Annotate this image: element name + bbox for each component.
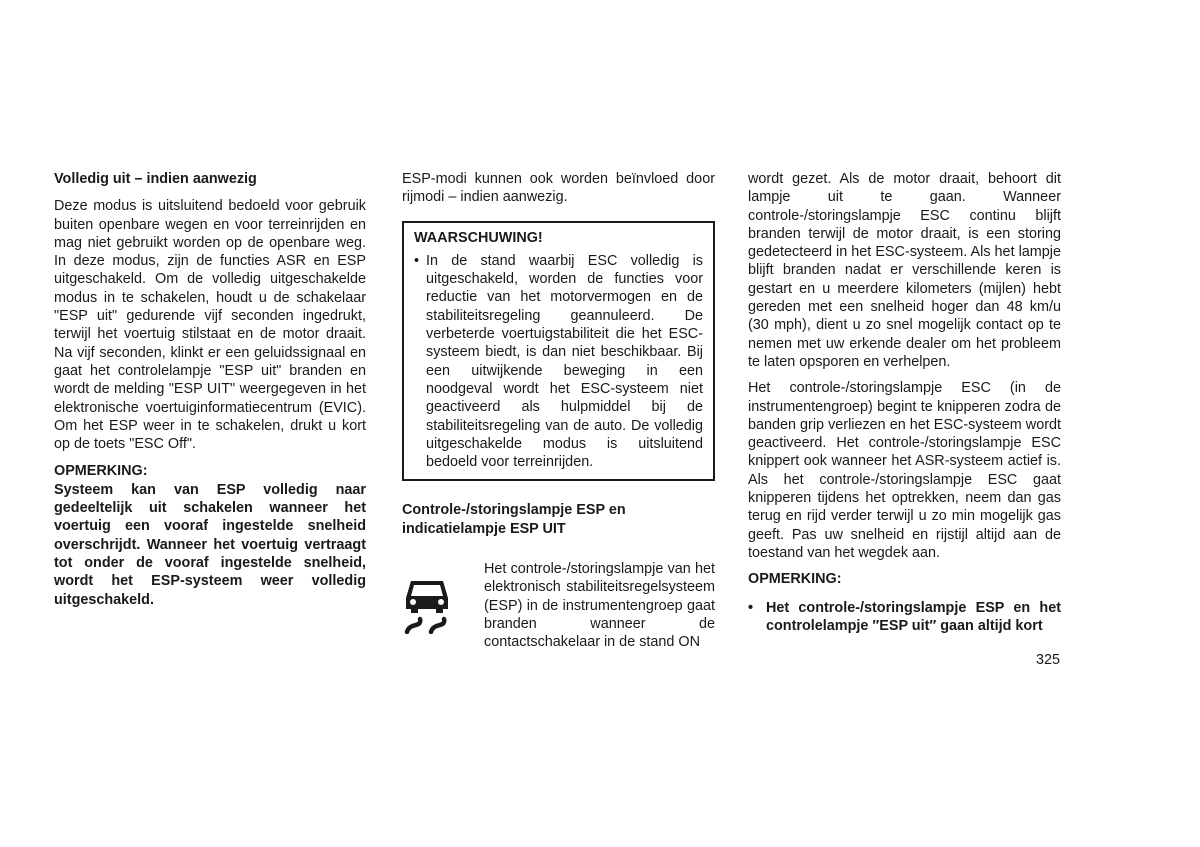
bullet-mark: •: [414, 252, 420, 269]
section-heading: Volledig uit – indien aanwezig: [54, 171, 257, 187]
body-paragraph: Het controle-/storingslampje ESC (in de instrumentengroep) begint te knipperen zodra de banden grip verliezen en het ESC-systeem wordt geactiveerd. Het controle-/storingslampje ESC knippert ook wanneer het ASR-systeem actief is. Als het controle-/storingslampje ESC gaat knipperen tijdens het optrekken, neem dan gas terug en rijd verder terwijl u zo min mogelijk gas geeft. Pas uw snelheid en rijstijl altijd aan de toestand van het wegdek aan.: [748, 380, 1061, 561]
column-right: [748, 170, 1061, 635]
body-paragraph: Deze modus is uitsluitend bedoeld voor gebruik buiten openbare wegen en voor terreinrijden en mag niet gebruikt worden op de openbare weg. In deze modus, zijn de functies ASR en ESP uitgeschakeld. Om de volledig uitgeschakelde modus in te schakelen, houdt u de schakelaar "ESP uit" gedurende vijf seconden ingedrukt, terwijl het voertuig stilstaat en de motor draait. Na vijf seconden, klinkt er een geluidssignaal en gaat het controlelampje "ESP uit" branden en wordt de melding "ESP UIT" weergegeven in het elektronische voertuiginformatiecentrum (EVIC). Om het ESP weer in te schakelen, drukt u kort op de toets "ESC Off".: [54, 198, 366, 453]
body-paragraph: wordt gezet. Als de motor draait, behoort dit lampje uit te gaan. Wanneer controle-/storingslampje ESC continu blijft branden terwijl de motor draait, is een storing gedetecteerd in het ESC-systeem. Als het lampje blijft branden nadat er verschillende keren is gestart en u meerdere kilometers (mijlen) hebt gereden met een snelheid hoger dan 48 km/u (30 mph), dient u zo snel mogelijk contact op te nemen met uw erkende dealer om het probleem te laten opsporen en verhelpen.: [748, 171, 1061, 370]
warning-item: [414, 252, 703, 472]
body-paragraph: ESP-modi kunnen ook worden beïnvloed door rijmodi – indien aanwezig.: [402, 171, 715, 206]
note-text: Systeem kan van ESP volledig naar gedeeltelijk uit schakelen wanneer het voertuig een vooraf ingestelde snelheid overschrijdt. Wanneer het voertuig vertraagt tot onder de vooraf ingestelde snelheid, wordt het ESP-systeem weer volledig uitgeschakeld.: [54, 481, 366, 608]
indicator-text: Het controle-/storingslampje van het elektronisch stabiliteitsregelsysteem (ESP) in de instrumentengroep gaat branden wanneer de contactschakelaar in de stand ON: [484, 561, 715, 651]
note-text: Het controle-/storingslampje ESP en het controlelampje ″ESP uit″ gaan altijd kort: [766, 599, 1061, 634]
note-label: OPMERKING:: [748, 571, 842, 588]
esp-skid-car-icon: [402, 576, 452, 634]
note-item: [748, 599, 1061, 636]
warning-box: [402, 221, 715, 482]
column-left: [54, 170, 366, 609]
page-number: 325: [1036, 652, 1061, 668]
bullet-mark: •: [748, 599, 754, 616]
subheading: Controle-/storingslampje ESP en indicatielampje ESP UIT: [402, 502, 626, 537]
warning-text: In de stand waarbij ESC volledig is uitgeschakeld, worden de functies voor reductie van het motorvermogen en de stabiliteitsregeling geannuleerd. De verbeterde voertuigstabiliteit die het ESC-systeem biedt, is dan niet beschikbaar. Bij een uitwijkende beweging in een noodgeval wordt het ESC-systeem niet geactiveerd als hulpmiddel bij de stabiliteitsregeling van de auto. De volledig uitgeschakelde modus is uitsluitend bedoeld voor terreinrijden.: [426, 252, 703, 471]
note-label: OPMERKING:: [54, 463, 148, 480]
indicator-description: [402, 560, 715, 651]
warning-title: WAARSCHUWING!: [414, 229, 543, 246]
column-middle: [402, 170, 715, 652]
